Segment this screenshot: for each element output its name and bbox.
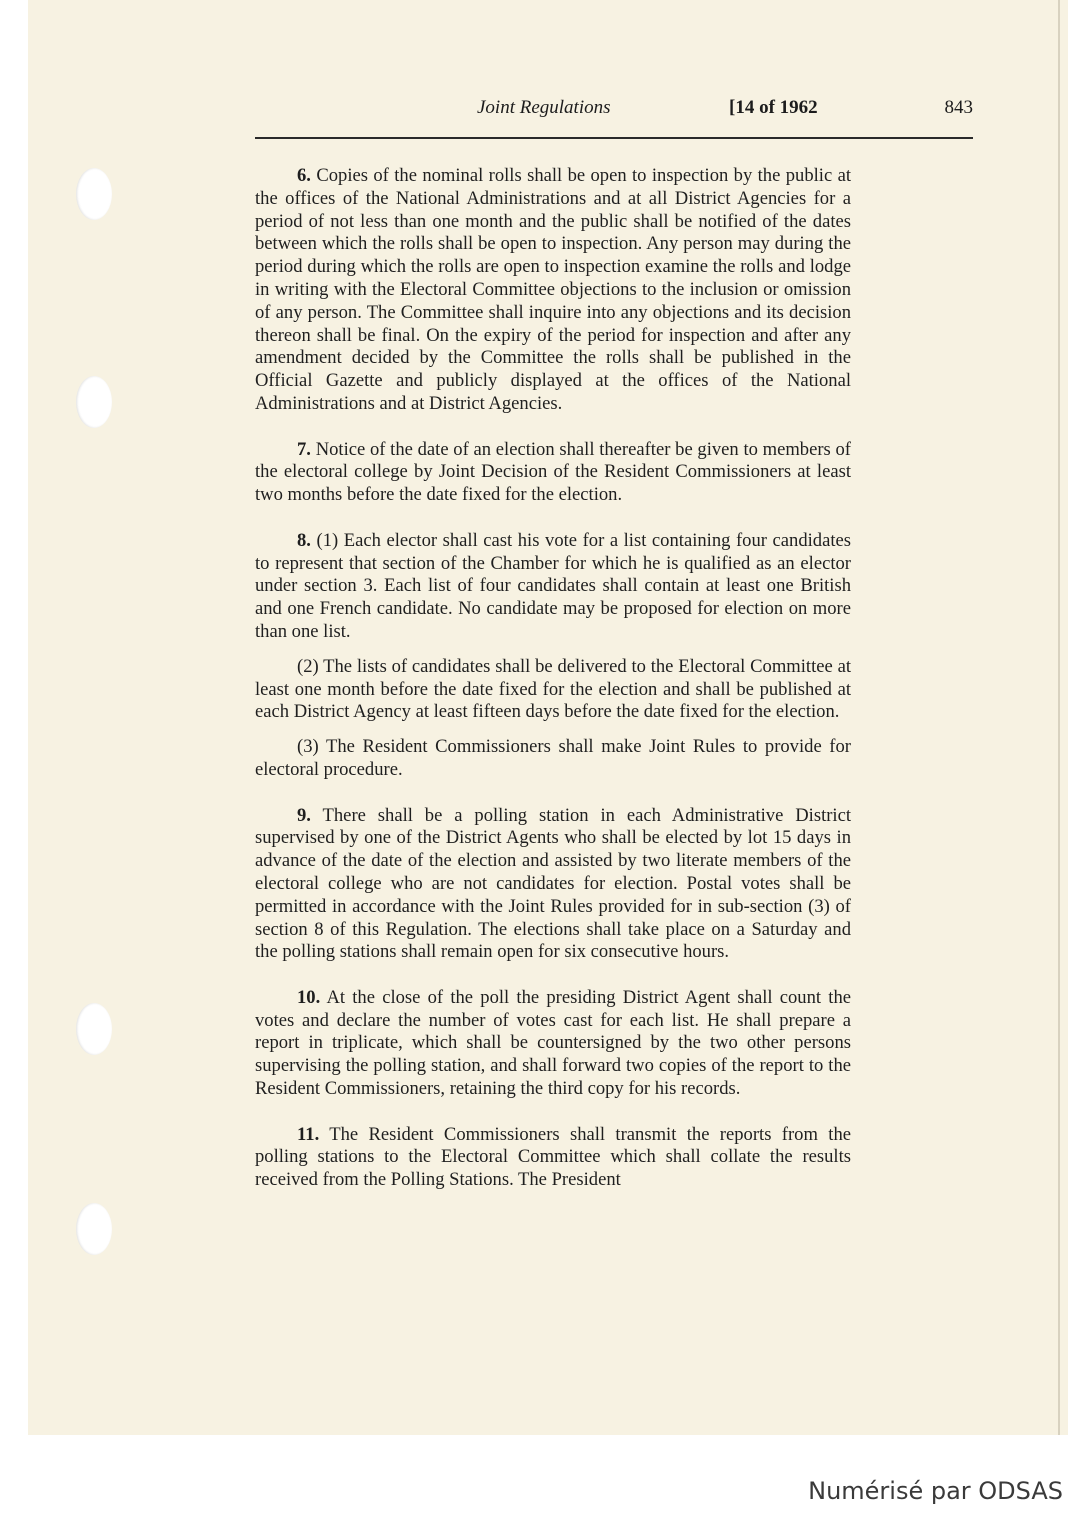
punch-hole-upper [76, 376, 112, 428]
section-8-subsection-2 [255, 656, 851, 724]
header-title: Joint Regulations [477, 97, 611, 118]
section-number: 7. [297, 438, 311, 460]
section-text: (2) The lists of candidates shall be delivered to the Electoral Committee at least one month before the date fixed for the election and shall be published at each District Agency at least fifteen days before the date fixed for the election. [255, 655, 851, 723]
section-6 [255, 165, 851, 416]
section-text: Copies of the nominal rolls shall be open to inspection by the public at the offices of the National Administrations and at all District Agencies for a period of not less than one month and the public shall be notified of the dates between which the rolls shall be open to inspection. Any person may during the period during which the rolls are open to inspection examine the rolls and lodge in writing with the Electoral Committee objections to the inclusion or omission of any person. The Committee shall inquire into any objections and its decision thereon shall be final. On the expiry of the period for inspection and after any amendment decided by the Committee the rolls shall be published in the Official Gazette and publicly displayed at the offices of the National Administrations and at District Agencies. [255, 165, 852, 414]
punch-hole-top [76, 168, 112, 220]
page-number: 843 [944, 97, 973, 118]
section-11 [255, 1124, 851, 1192]
punch-hole-lower [76, 1003, 112, 1055]
running-header [255, 97, 973, 125]
section-number: 8. [297, 529, 311, 551]
section-number: 6. [297, 165, 311, 186]
section-text: There shall be a polling station in each Administrative District supervised by one of the District Agents who shall be elected by lot 15 days in advance of the date of the election and assisted by two literate members of the electoral college who are not candidates for election. Postal votes shall be permitted in accordance with the Joint Rules provided for in sub-section (3) of section 8 of this Regulation. The elections shall take place on a Saturday and the polling stations shall remain open for six consecutive hours. [255, 804, 852, 963]
section-text: (1) Each elector shall cast his vote for a list containing four candidates to represent that section of the Chamber for which he is qualified as an elector under section 3. Each list of four candidates shall contain at least one British and one French candidate. No candidate may be proposed for election on more than one list. [255, 529, 851, 642]
section-text: The Resident Commissioners shall transmit the reports from the polling stations to the Electoral Committee which shall collate the results received from the Polling Stations. The President [255, 1123, 851, 1191]
punch-hole-bottom [76, 1203, 112, 1255]
section-text: At the close of the poll the presiding District Agent shall count the votes and declare the number of votes cast for each list. He shall prepare a report in triplicate, which shall be countersigned by the two other persons supervising the polling station, and shall forward two copies of the report to the Resident Commissioners, retaining the third copy for his records. [255, 986, 852, 1100]
paper-edge [1058, 0, 1060, 1435]
section-number: 10. [297, 986, 321, 1008]
section-7 [255, 439, 851, 507]
section-text: (3) The Resident Commissioners shall make Joint Rules to provide for electoral procedure. [255, 736, 851, 780]
section-number: 9. [297, 804, 311, 826]
regulation-body [255, 165, 851, 1192]
section-text: Notice of the date of an election shall thereafter be given to members of the electoral college by Joint Decision of the Resident Commissioners at least two months before the date fixed for the election. [255, 438, 851, 506]
header-rule [255, 137, 973, 139]
section-9 [255, 805, 851, 965]
digitization-credit: Numérisé par ODSAS [808, 1477, 1063, 1505]
header-act-number: [14 of 1962 [729, 97, 818, 118]
section-10 [255, 987, 851, 1101]
section-8 [255, 530, 851, 644]
section-number: 11. [297, 1123, 320, 1145]
section-8-subsection-3 [255, 736, 851, 782]
